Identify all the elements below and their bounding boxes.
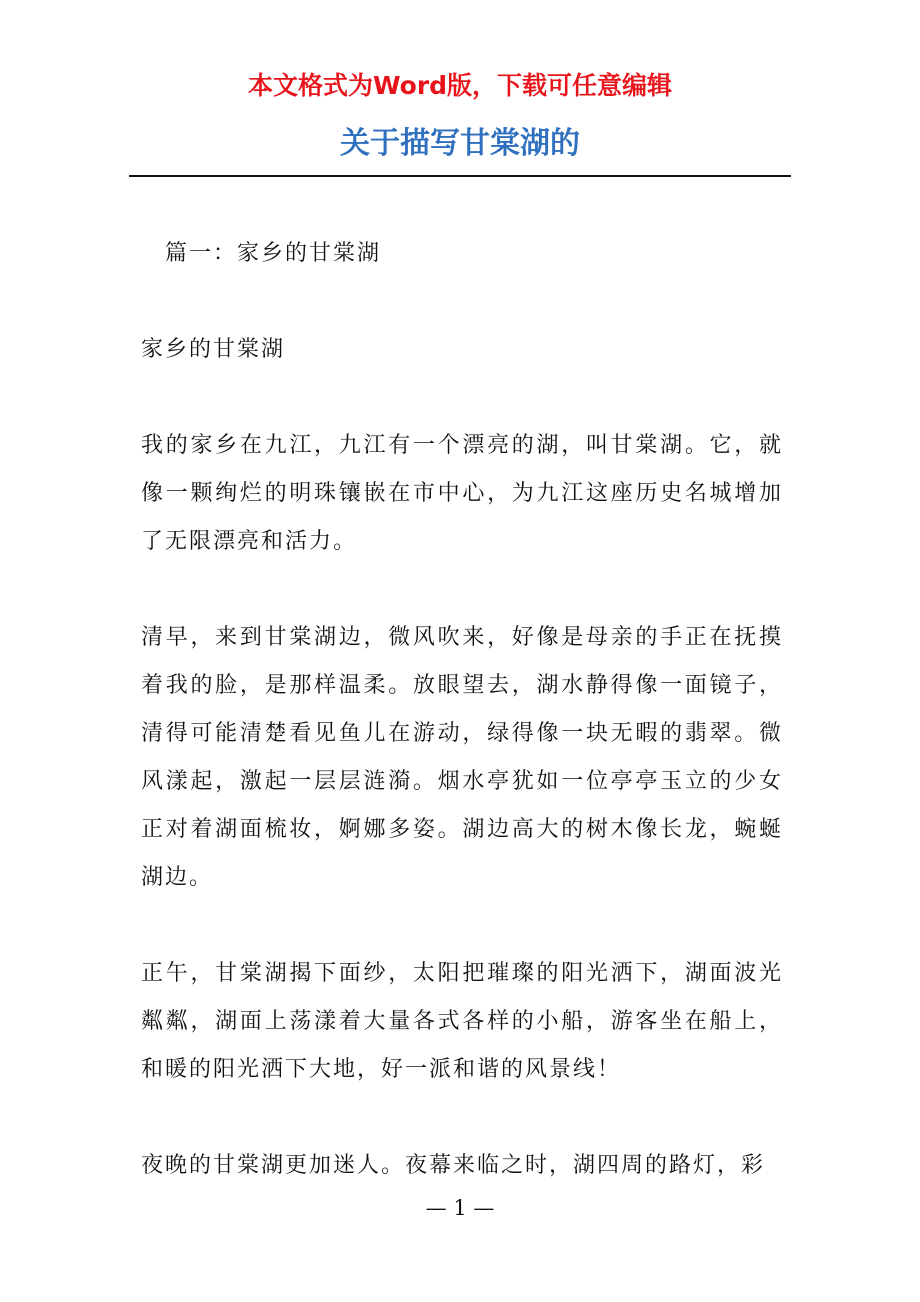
- format-notice: 本文格式为Word版，下载可任意编辑: [247, 71, 673, 100]
- document-body: [141, 230, 783, 1190]
- title-divider: [129, 175, 791, 177]
- essay-title: 家乡的甘棠湖: [141, 337, 286, 362]
- page-number: — 1 —: [425, 1196, 495, 1220]
- body-paragraph: 我的家乡在九江，九江有一个漂亮的湖，叫甘棠湖。它，就像一颗绚烂的明珠镶嵌在市中心，为九江这座历史名城增加了无限漂亮和活力。: [141, 433, 783, 554]
- body-paragraph: 清早，来到甘棠湖边，微风吹来，好像是母亲的手正在抚摸着我的脸，是那样温柔。放眼望去，湖水静得像一面镜子，清得可能清楚看见鱼儿在游动，绿得像一块无暇的翡翠。微风漾起，激起一层层涟漪。烟水亭犹如一位亭亭玉立的少女正对着湖面梳妆，婀娜多姿。湖边高大的树木像长龙，蜿蜒湖边。: [141, 625, 783, 890]
- body-paragraph: 正午，甘棠湖揭下面纱，太阳把璀璨的阳光洒下，湖面波光粼粼，湖面上荡漾着大量各式各样的小船，游客坐在船上，和暖的阳光洒下大地，好一派和谐的风景线！: [141, 961, 783, 1082]
- section-heading: 篇一：家乡的甘棠湖: [165, 241, 382, 266]
- body-paragraph: 夜晚的甘棠湖更加迷人。夜幕来临之时，湖四周的路灯，彩: [141, 1153, 766, 1178]
- document-title: 关于描写甘棠湖的: [340, 126, 580, 161]
